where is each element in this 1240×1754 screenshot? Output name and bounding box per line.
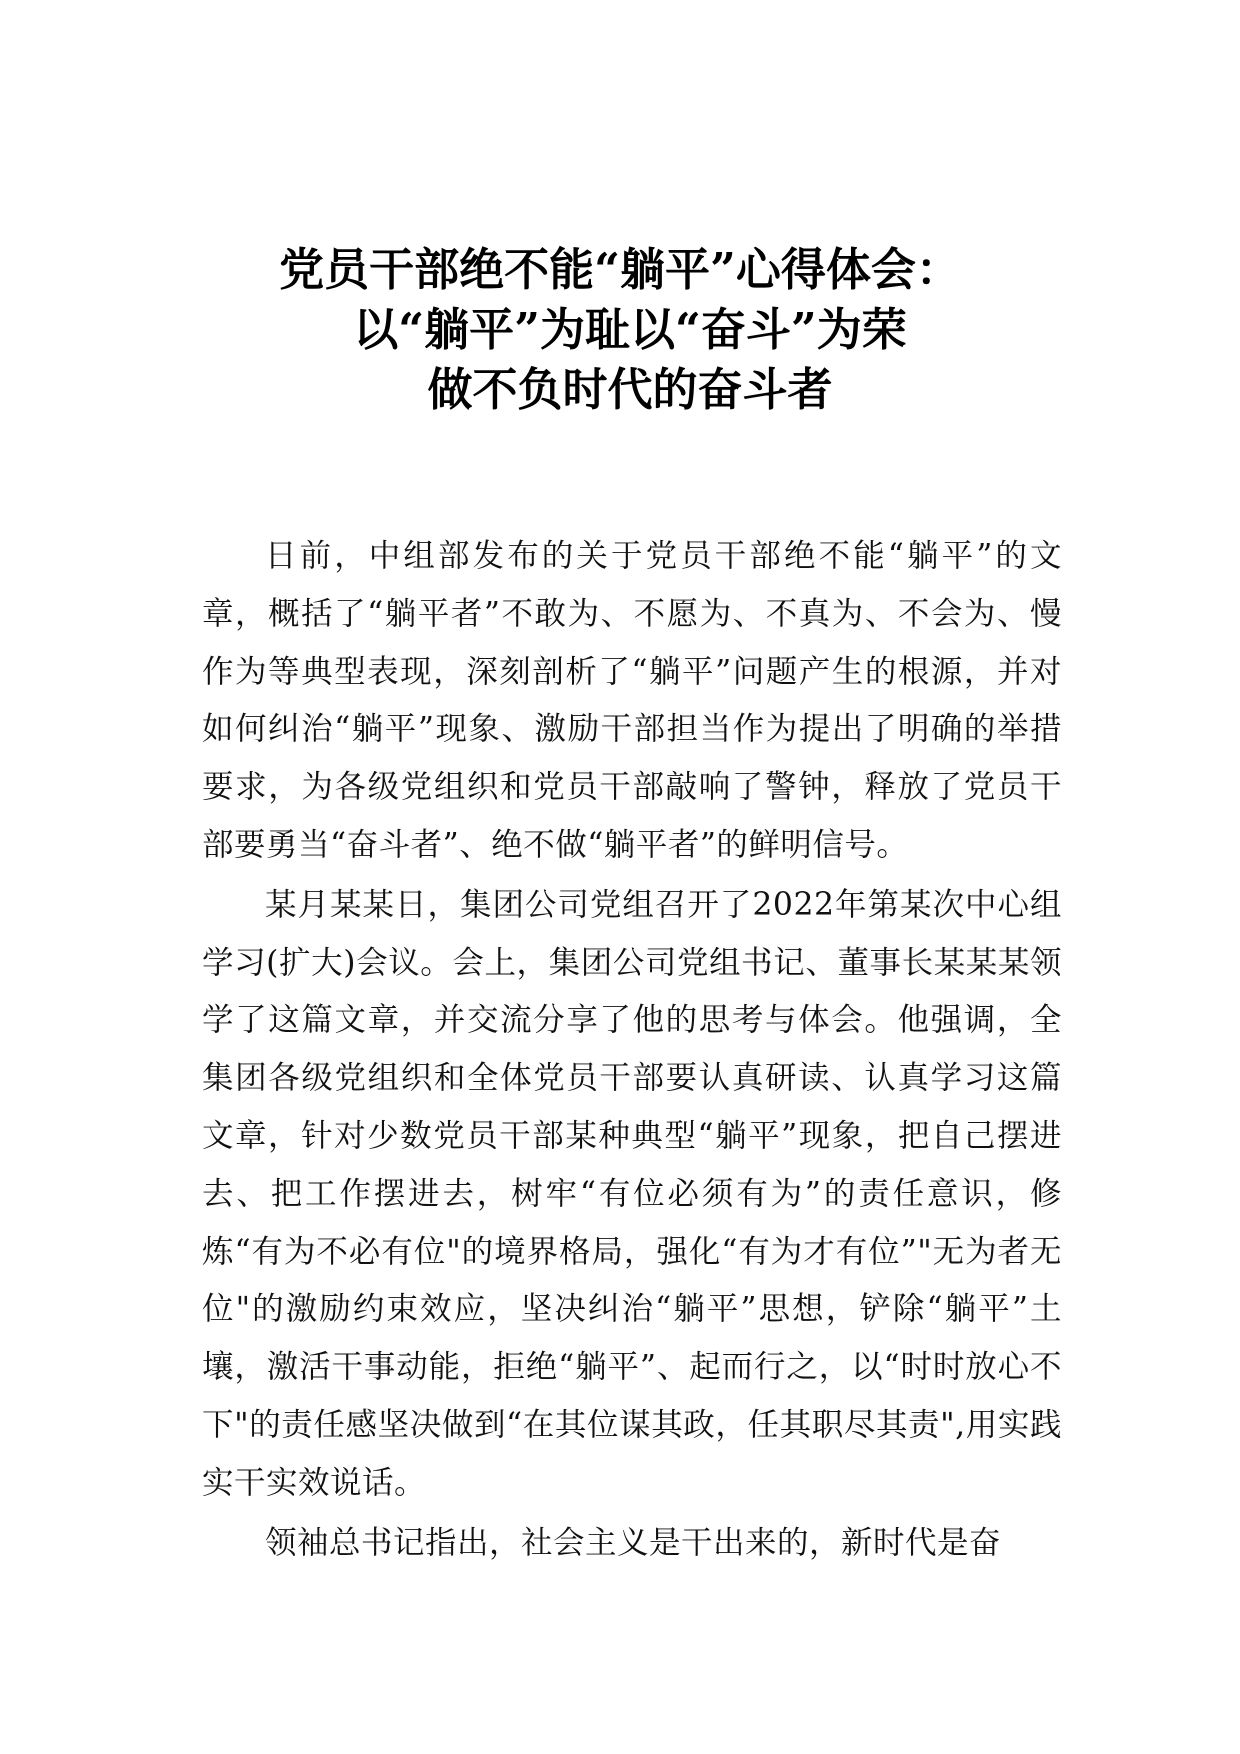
body-paragraph: 某月某某日，集团公司党组召开了2022年第某次中心组学习(扩大)会议。会上，集团公司党组书记、董事长某某某领学了这篇文章，并交流分享了他的思考与体会。他强调，全集团各级党组织和全体党员干部要认真研读、认真学习这篇文章，针对少数党员干部某种典型“躺平”现象，把自己摆进去、把工作摆进去，树牢“有位必须有为”的责任意识，修炼“有为不必有位"的境界格局，强化“有为才有位”"无为者无位"的激励约束效应，坚决纠治“躺平”思想，铲除“躺平”土壤，激活干事动能，拒绝“躺平”、起而行之，以“时时放心不下"的责任感坚决做到“在其位谋其政，任其职尽其责",用实践实干实效说话。 xyxy=(202,886,1063,1501)
title-line-1: 党员干部绝不能“躺平”心得体会： xyxy=(279,243,961,296)
title-line-3: 做不负时代的奋斗者 xyxy=(427,363,833,416)
title-line-2: 以“躺平”为耻以“奋斗”为荣 xyxy=(353,303,907,356)
document-title xyxy=(0,240,1240,420)
body-paragraph: 日前，中组部发布的关于党员干部绝不能“躺平”的文章，概括了“躺平者”不敢为、不愿为、不真为、不会为、慢作为等典型表现，深刻剖析了“躺平”问题产生的根源，并对如何纠治“躺平”现象、激励干部担当作为提出了明确的举措要求，为各级党组织和党员干部敲响了警钟，释放了党员干部要勇当“奋斗者”、绝不做“躺平者”的鲜明信号。 xyxy=(202,538,1062,863)
body-paragraph: 领袖总书记指出，社会主义是干出来的，新时代是奋 xyxy=(265,1524,1002,1561)
document-body xyxy=(202,528,1062,1572)
